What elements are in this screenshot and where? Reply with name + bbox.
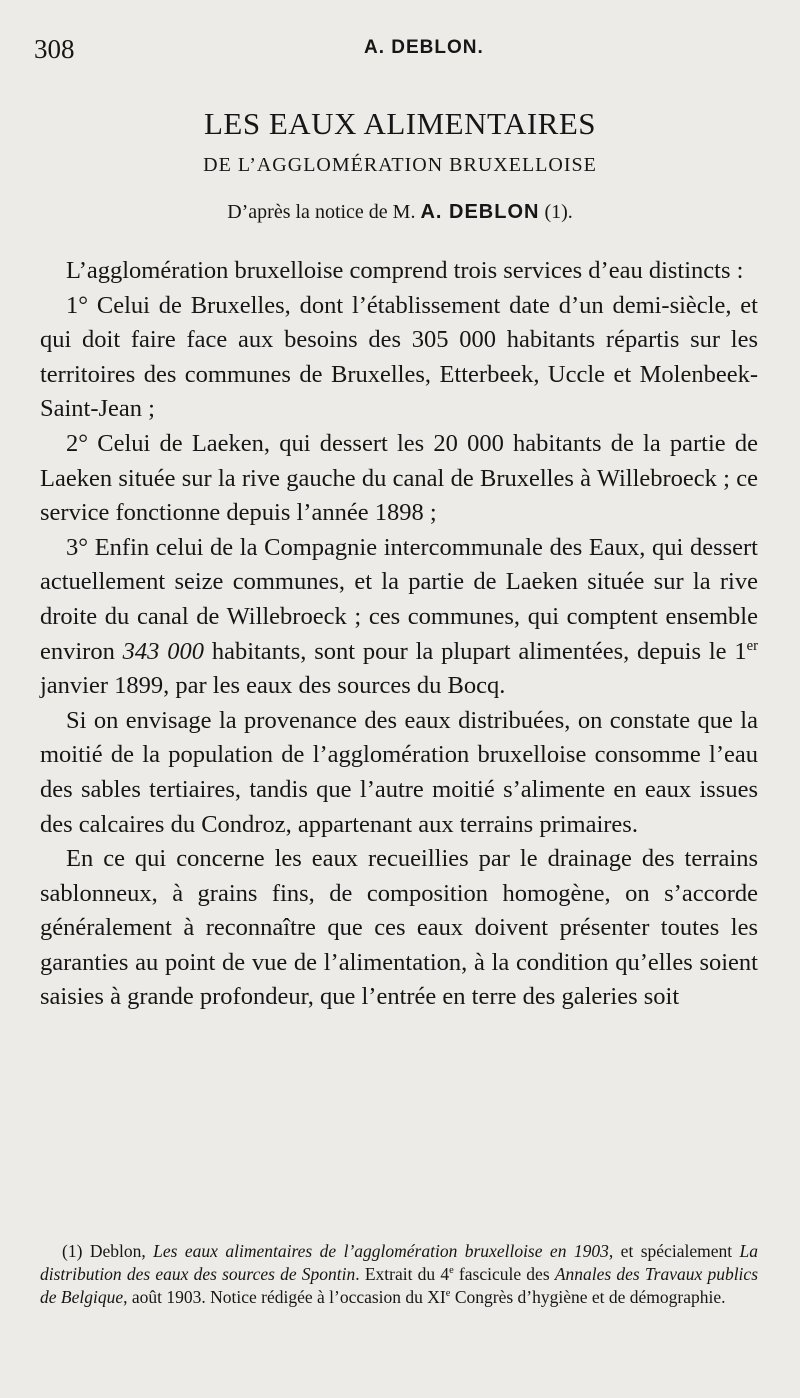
population-figure: 343 000 — [122, 637, 204, 665]
article-byline — [0, 201, 800, 224]
footnote-text — [40, 1240, 758, 1309]
ordinal-suffix: er — [746, 637, 759, 654]
item-3-text-cont: habitants, sont pour la plupart alimentées, depuis le 1 — [204, 637, 747, 665]
footnote-sup-1: e — [449, 1265, 454, 1277]
footnote-title-1: Les eaux alimentaires de l’agglomération bruxelloise en 1903 — [153, 1241, 609, 1261]
byline-prefix: D’après la notice de M. — [227, 201, 416, 223]
footnote-text-5: Congrès d’hygiène et de démographie. — [450, 1287, 726, 1307]
paragraph-intro: L’agglomération bruxelloise comprend trois services d’eau distincts : — [66, 257, 744, 284]
running-head: A. DEBLON. — [364, 37, 484, 58]
paragraph-drainage: En ce qui concerne les eaux recueillies par le drainage des terrains sablonneux, à grains fins, de composition homogène, on s’accorde généralement à reconnaître que ces eaux doivent présenter toutes les garanties au point de vue de l’alimentation, à la condition qu’elles soient saisies à grande profondeur, que l’entrée en terre des galeries soit — [40, 845, 758, 1011]
footnote-text-4: , août 1903. Notice rédigée à l’occasion du XI — [123, 1287, 446, 1307]
footnote — [40, 1240, 758, 1309]
footnote-title-2: La distribution des eaux des sources de Spontin — [40, 1241, 758, 1284]
footnote-reference: (1). — [544, 201, 573, 223]
footnote-text-2: . Extrait du 4 — [355, 1264, 450, 1284]
article-subtitle: DE L’AGGLOMÉRATION BRUXELLOISE — [203, 154, 597, 176]
page-number: 308 — [34, 34, 75, 64]
byline-author: A. DEBLON — [420, 201, 540, 223]
footnote-sup-2: e — [445, 1288, 451, 1300]
paragraph-item-2: 2° Celui de Laeken, qui dessert les 20 000 habitants de la partie de Laeken située sur la rive gauche du canal de Bruxelles à Willebroeck ; ce service fonctionne depuis l’année 1898 ; — [40, 429, 758, 527]
footnote-text-1: , et spécialement — [608, 1241, 733, 1261]
footnote-title-3: Annales des Travaux publics de Belgique — [40, 1264, 758, 1307]
item-3-text: 3° Enfin celui de la Compagnie intercommunale des Eaux, qui dessert actuellement seize communes, et la partie de Laeken située sur la rive droite du canal de Willebroeck ; ces communes, qui comptent ensemble environ — [40, 533, 758, 665]
article-title: LES EAUX ALIMENTAIRES — [203, 106, 597, 141]
footnote-marker: (1) Deblon, — [62, 1241, 146, 1261]
paragraph-item-3 — [40, 531, 758, 704]
paragraph-provenance: Si on envisage la provenance des eaux distribuées, on constate que la moitié de la population de l’agglomération bruxelloise consomme l’eau des sables tertiaires, tandis que l’autre moitié s’alimente en eaux issues des calcaires du Condroz, appartenant aux terrains primaires. — [40, 706, 758, 838]
page-header — [34, 34, 774, 74]
paragraph-item-1: 1° Celui de Bruxelles, dont l’établissement date d’un demi-siècle, et qui doit faire face aux besoins des 305 000 habitants répartis sur les territoires des communes de Bruxelles, Etterbeek, Uccle et Molenbeek-Saint-Jean ; — [40, 291, 758, 423]
footnote-text-3: fascicule des — [453, 1264, 550, 1284]
item-3-text-end: janvier 1899, par les eaux des sources du Bocq. — [40, 672, 506, 700]
article-body — [40, 254, 758, 1015]
